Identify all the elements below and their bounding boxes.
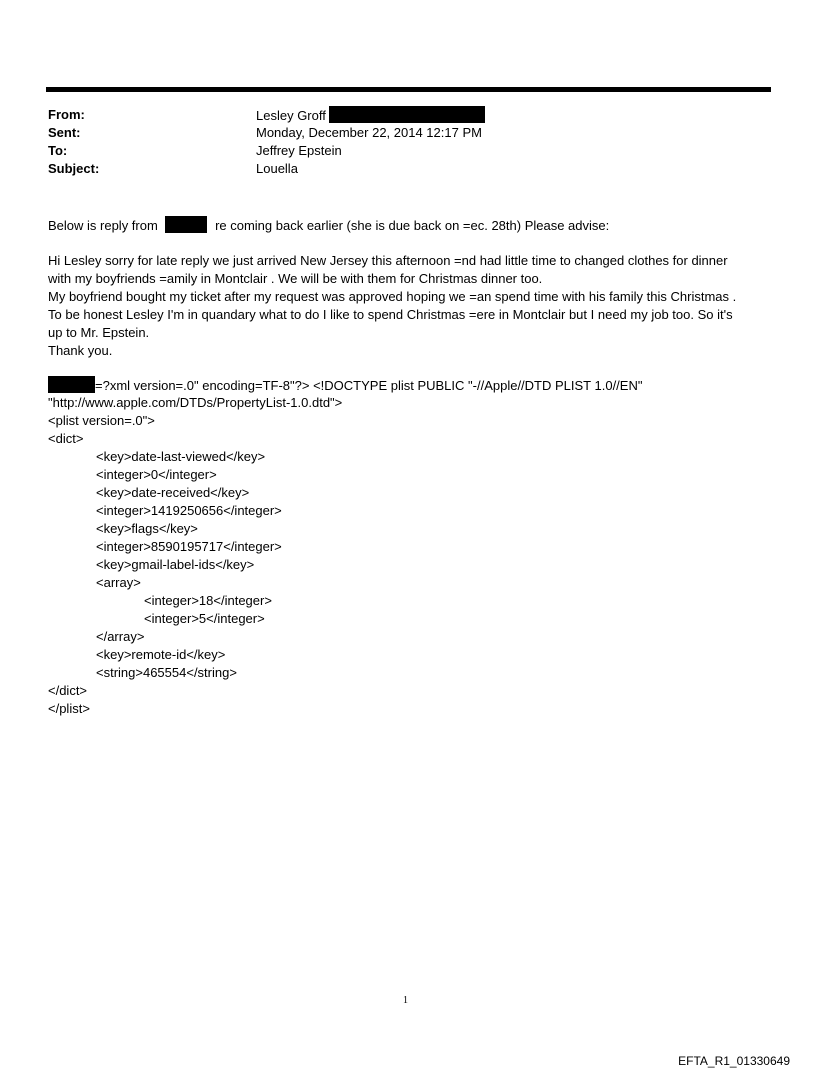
plist-block xyxy=(48,376,642,718)
plist-line: <integer>0</integer> xyxy=(96,467,217,482)
redaction-block xyxy=(329,106,485,123)
plist-line: <key>remote-id</key> xyxy=(96,647,226,662)
plist-line: <key>flags</key> xyxy=(96,521,198,536)
plist-line: <integer>18</integer> xyxy=(144,593,272,608)
sent-value: Monday, December 22, 2014 12:17 PM xyxy=(256,125,482,140)
plist-line: <integer>1419250656</integer> xyxy=(96,503,282,518)
page-number: 1 xyxy=(403,995,408,1006)
plist-line: <string>465554</string> xyxy=(96,665,237,680)
message-body xyxy=(48,252,736,360)
redaction-block xyxy=(165,216,207,233)
email-header xyxy=(48,106,485,178)
to-row xyxy=(48,142,485,160)
message-line: up to Mr. Epstein. xyxy=(48,325,150,340)
plist-line: </plist> xyxy=(48,701,90,716)
from-label: From: xyxy=(48,107,85,122)
plist-line: <array> xyxy=(96,575,141,590)
plist-line: <plist version=.0"> xyxy=(48,413,155,428)
plist-first-line: =?xml version=.0" encoding=TF-8"?> <!DOCTYPE plist PUBLIC "-//Apple//DTD PLIST 1.0//EN" xyxy=(95,378,643,393)
plist-line: <key>date-received</key> xyxy=(96,485,250,500)
plist-line: <key>date-last-viewed</key> xyxy=(96,449,266,464)
sent-label: Sent: xyxy=(48,125,81,140)
bates-number: EFTA_R1_01330649 xyxy=(678,1054,790,1068)
subject-label: Subject: xyxy=(48,161,100,176)
plist-line: </array> xyxy=(96,629,145,644)
plist-line: <integer>8590195717</integer> xyxy=(96,539,282,554)
header-rule xyxy=(46,87,771,92)
plist-lines xyxy=(48,394,642,718)
intro-text-before: Below is reply from xyxy=(48,218,158,233)
message-line: Thank you. xyxy=(48,343,113,358)
plist-line: <key>gmail-label-ids</key> xyxy=(96,557,255,572)
intro-text-after: re coming back earlier (she is due back on =ec. 28th) Please advise: xyxy=(215,218,610,233)
to-label: To: xyxy=(48,143,68,158)
plist-line: <dict> xyxy=(48,431,84,446)
plist-line: <integer>5</integer> xyxy=(144,611,265,626)
subject-value: Louella xyxy=(256,161,298,176)
to-value: Jeffrey Epstein xyxy=(256,143,342,158)
plist-line xyxy=(48,376,642,394)
plist-line: "http://www.apple.com/DTDs/PropertyList-1.0.dtd"> xyxy=(48,395,343,410)
plist-line: </dict> xyxy=(48,683,88,698)
message-line: with my boyfriends =amily in Montclair . We will be with them for Christmas dinner too. xyxy=(48,271,543,286)
from-name: Lesley Groff xyxy=(256,108,326,123)
message-line: Hi Lesley sorry for late reply we just arrived New Jersey this afternoon =nd had little time to changed clothes for dinner xyxy=(48,253,728,268)
sent-row xyxy=(48,124,485,142)
subject-row xyxy=(48,160,485,178)
from-value xyxy=(256,106,485,124)
from-row xyxy=(48,106,485,124)
redaction-block xyxy=(48,376,95,393)
message-line: My boyfriend bought my ticket after my request was approved hoping we =an spend time with his family this Christmas . xyxy=(48,289,737,304)
message-line: To be honest Lesley I'm in quandary what to do I like to spend Christmas =ere in Montclair but I need my job too. So it's xyxy=(48,307,733,322)
intro-line xyxy=(48,216,609,235)
